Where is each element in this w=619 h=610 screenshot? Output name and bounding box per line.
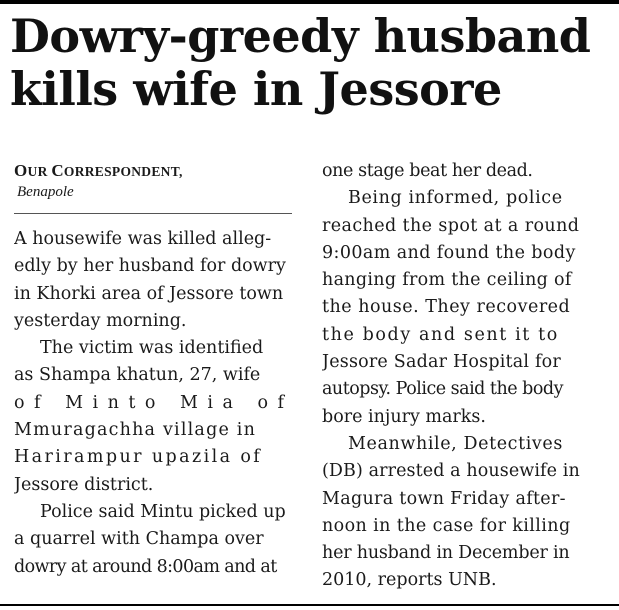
byline-divider [14,213,292,214]
top-rule [0,0,619,4]
paragraph-2: The victim was identified as Shampa khatun, 27, wife of Minto Mia of Mmuragachha village in Harirampur upazila of Jessore district. [14,338,294,495]
left-column [14,160,294,581]
headline [10,10,610,116]
paragraph-1: A housewife was killed alleg- edly by her husband for dowry in Khorki area of Jessore town yesterday morning. [14,229,286,331]
paragraph-5: Meanwhile, Detectives (DB) arrested a housewife in Magura town Friday after- noon in the case for killing her husband in December in 2010, reports UNB. [322,433,580,591]
paragraph-4: Being informed, police reached the spot at a round 9:00am and found the body hanging from the ceiling of the house. They recovered the body and sent it to Jessore Sadar Hospital for autopsy. Police said the body bore injury marks. [322,188,580,427]
byline: OUR CORRESPONDENT, [14,161,183,180]
headline-line-2: kills wife in Jessore [10,62,502,116]
paragraph-3-continued: one stage beat her dead. [322,161,533,181]
right-column [322,158,604,595]
headline-line-1: Dowry-greedy husband [10,9,591,63]
paragraph-3: Police said Mintu picked up a quarrel with Champa over dowry at around 8:00am and at [14,501,286,577]
bottom-rule [0,604,619,606]
dateline: Benapole [17,184,74,200]
